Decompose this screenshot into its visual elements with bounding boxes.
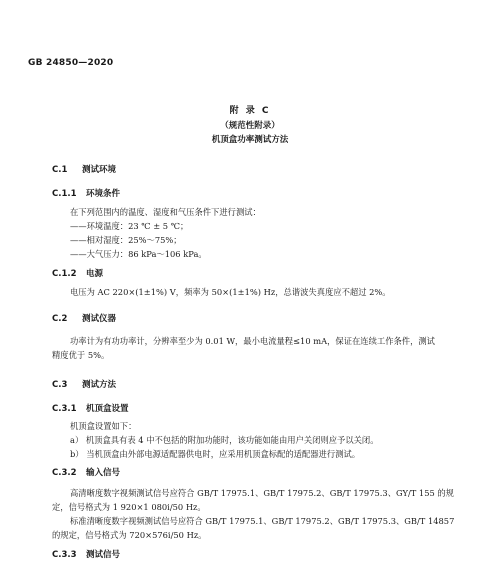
section-heading-c3-2 <box>52 466 120 478</box>
section-title: 测试仪器 <box>82 314 117 324</box>
section-heading-c1-2 <box>52 267 103 279</box>
section-title: 电源 <box>86 269 104 279</box>
section-number: C.2 <box>52 314 68 324</box>
section-number: C.3 <box>52 380 68 390</box>
section-title: 测试信号 <box>86 550 121 560</box>
paragraph: 机顶盒设置如下： <box>70 421 137 431</box>
section-heading-c3-3 <box>52 548 120 560</box>
list-item: ——相对湿度：25%～75%； <box>70 235 182 245</box>
paragraph: 在下列范围内的温度、湿度和气压条件下进行测试： <box>70 207 261 217</box>
paragraph-line: 高清晰度数字视频测试信号应符合 GB/T 17975.1、GB/T 17975.2、GB/T 17975.3、GY/T 155 的规 <box>70 488 454 498</box>
list-item: a） 机顶盒具有表 4 中不包括的附加功能时，该功能如能由用户关闭则应予以关闭。 <box>70 435 379 445</box>
list-item: ——环境温度：23 ℃ ± 5 ℃； <box>70 221 189 231</box>
list-item: b） 当机顶盒由外部电源适配器供电时，应采用机顶盒标配的适配器进行测试。 <box>70 449 361 459</box>
section-number: C.1.2 <box>52 269 77 279</box>
paragraph-line: 功率计为有功功率计，分辨率至少为 0.01 W，最小电流量程≤10 mA，保证在连续工作条件，测试 <box>70 336 435 346</box>
section-number: C.1.1 <box>52 189 77 199</box>
paragraph: 电压为 AC 220×(1±1%) V，频率为 50×(1±1%) Hz，总谐波失真度应不超过 2%。 <box>70 287 391 297</box>
section-title: 机顶盒设置 <box>86 404 129 414</box>
section-heading-c2 <box>52 312 116 324</box>
section-number: C.3.3 <box>52 550 77 560</box>
standard-code: GB 24850—2020 <box>28 58 114 68</box>
annex-title: 附 录 C <box>229 106 271 116</box>
paragraph-line: 定，信号格式为 1 920×1 080i/50 Hz。 <box>52 502 206 512</box>
paragraph-line: 精度优于 5%。 <box>52 350 110 360</box>
section-heading-c3 <box>52 378 116 390</box>
section-number: C.1 <box>52 165 68 175</box>
paragraph-line: 的规定，信号格式为 720×576i/50 Hz。 <box>52 530 207 540</box>
section-heading-c3-1 <box>52 402 129 414</box>
section-title: 测试环境 <box>82 165 117 175</box>
list-item: ——大气压力：86 kPa～106 kPa。 <box>70 249 207 259</box>
section-title: 环境条件 <box>86 189 121 199</box>
section-number: C.3.2 <box>52 468 77 478</box>
paragraph-line: 标准清晰度数字视频测试信号应符合 GB/T 17975.1、GB/T 17975.2、GB/T 17975.3、GB/T 14857 <box>70 516 455 526</box>
section-title: 输入信号 <box>86 468 121 478</box>
section-heading-c1 <box>52 163 116 175</box>
section-heading-c1-1 <box>52 187 120 199</box>
annex-type: （规范性附录） <box>220 121 280 131</box>
section-title: 测试方法 <box>82 380 117 390</box>
annex-name: 机顶盒功率测试方法 <box>211 135 289 145</box>
section-number: C.3.1 <box>52 404 77 414</box>
